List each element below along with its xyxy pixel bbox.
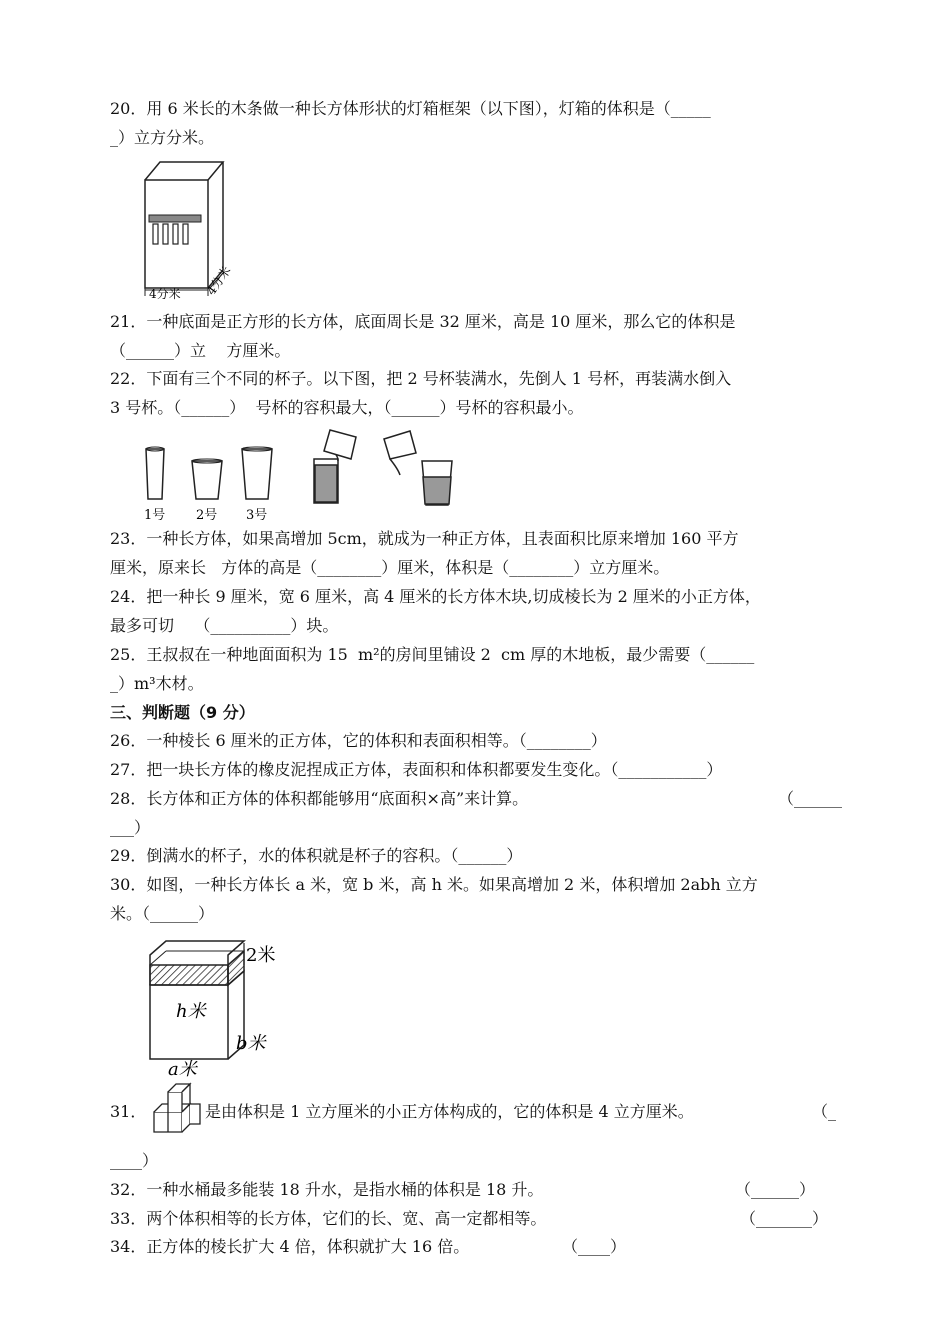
cup1-label: 1号 [144, 508, 166, 523]
q25-line2: _）m³木材。 [110, 674, 204, 693]
lightbox-figure [140, 158, 250, 301]
q28-text: 28．长方体和正方体的体积都能够用“底面积×高”来计算。 [110, 789, 529, 808]
q21-line2: （______）立 方厘米。 [110, 341, 291, 360]
q22-line1: 22．下面有三个不同的杯子。以下图，把 2 号杯装满水，先倒人 1 号杯，再装满水倒入 [110, 369, 732, 388]
q22-line2: 3 号杯。（______） 号杯的容积最大，（______）号杯的容积最小。 [110, 398, 584, 417]
q27-text: 27．把一块长方体的橡皮泥捏成正方体，表面积和体积都要发生变化。（___________） [110, 760, 723, 779]
section-title: 三、判断题（9 分） [110, 703, 255, 722]
width-label: 4分米 [149, 287, 181, 301]
q24-line1: 24．把一种长 9 厘米，宽 6 厘米，高 4 厘米的长方体木块,切成棱长为 2 厘米的小正方体， [110, 587, 761, 606]
q31-blank-cont: ____） [110, 1151, 159, 1170]
b-label: b米 [236, 1033, 266, 1054]
q21-line1: 21．一种底面是正方形的长方体，底面周长是 32 厘米，高是 10 厘米，那么它的体积是 [110, 312, 736, 331]
q33-text: 33．两个体积相等的长方体，它们的长、宽、高一定都相等。 [110, 1209, 547, 1228]
h-label: h米 [176, 1001, 206, 1022]
q31-blank: （_ [812, 1102, 837, 1121]
cubes-figure [152, 1082, 204, 1134]
q24-line2: 最多可切 （__________）块。 [110, 616, 339, 635]
q23-line1: 23．一种长方体，如果高增加 5cm，就成为一种正方体，且表面积比原来增加 160 平方 [110, 529, 739, 548]
cup2-label: 2号 [196, 508, 218, 523]
top-label: 2米 [246, 945, 276, 966]
cup3-label: 3号 [246, 508, 268, 523]
q33-blank: （_______） [740, 1209, 829, 1228]
q30-line2: 米。（______） [110, 904, 215, 923]
cups-figure [140, 425, 470, 525]
q23-line2: 厘米，原来长 方体的高是（________）厘米，体积是（________）立方厘米。 [110, 558, 670, 577]
q28-blank-cont: ___） [110, 818, 151, 837]
q29-text: 29．倒满水的杯子，水的体积就是杯子的容积。（______） [110, 846, 523, 865]
q31-text: 是由体积是 1 立方厘米的小正方体构成的，它的体积是 4 立方厘米。 [205, 1102, 694, 1121]
depth-label: 4分米 [203, 263, 234, 298]
q32-blank: （______） [735, 1180, 816, 1199]
q32-text: 32．一种水桶最多能装 18 升水，是指水桶的体积是 18 升。 [110, 1180, 544, 1199]
q20-line1: 20．用 6 米长的木条做一种长方体形状的灯箱框架（以下图），灯箱的体积是（_____ [110, 99, 711, 118]
cuboid-figure [140, 935, 300, 1080]
q31-num: 31． [110, 1102, 147, 1121]
q25-line1: 25．王叔叔在一种地面面积为 15 m²的房间里铺设 2 cm 厚的木地板，最少需要（______ [110, 645, 755, 664]
q26-text: 26．一种棱长 6 厘米的正方体，它的体积和表面积相等。（________） [110, 731, 607, 750]
q34-blank: （____） [562, 1237, 627, 1256]
a-label: a米 [168, 1059, 197, 1080]
q30-line1: 30．如图，一种长方体长 a 米，宽 b 米，高 h 米。如果高增加 2 米，体积增加 2abh 立方 [110, 875, 758, 894]
q20-line2: _）立方分米。 [110, 128, 215, 147]
q34-text: 34．正方体的棱长扩大 4 倍，体积就扩大 16 倍。 [110, 1237, 470, 1256]
q28-blank: （______ [778, 789, 843, 808]
